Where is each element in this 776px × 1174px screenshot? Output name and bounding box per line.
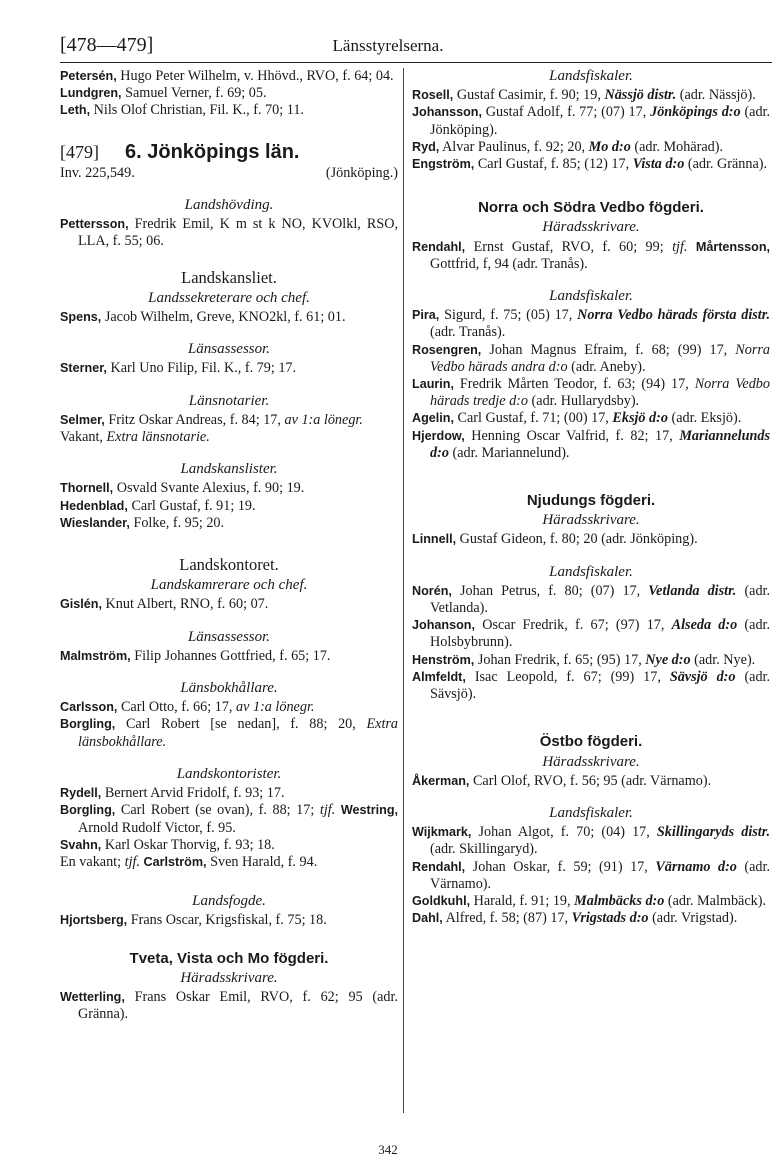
- section-heading: Landskontorister.: [176, 765, 282, 782]
- entry: Agelin, Carl Gustaf, f. 71; (00) 17, Eksjö d:o (adr. Eksjö).: [412, 410, 742, 427]
- section-heading: Landskamrerare och chef.: [150, 577, 308, 594]
- section-heading: Landshövding.: [184, 197, 274, 214]
- entry: Carlsson, Carl Otto, f. 66; 17, av 1:a lönegr.: [60, 699, 315, 716]
- entry: Rendahl, Ernst Gustaf, RVO, f. 60; 99; tjf. Mårtensson, Gottfrid, f, 94 (adr. Tranås).: [412, 238, 771, 272]
- entry: Wijkmark, Johan Algot, f. 70; (04) 17, Skillingaryds distr. (adr. Skillingaryd).: [412, 824, 771, 858]
- left-column: [60, 68, 398, 1023]
- entry: Rendahl, Johan Oskar, f. 59; (91) 17, Värnamo d:o (adr. Värnamo).: [412, 858, 770, 892]
- section-heading: Häradsskrivare.: [542, 753, 640, 770]
- section-heading: Landsfiskaler.: [549, 68, 633, 84]
- entry: En vakant; tjf. Carlström, Sven Harald, f. 94.: [60, 853, 318, 870]
- entry: Pira, Sigurd, f. 75; (05) 17, Norra Vedbo härads första distr. (adr. Tranås).: [412, 307, 771, 341]
- district-heading: Östbo fögderi.: [539, 733, 643, 751]
- entry: Norén, Johan Petrus, f. 80; (07) 17, Vetlanda distr. (adr. Vetlanda).: [412, 582, 771, 617]
- office-heading: Landskansliet.: [181, 267, 277, 287]
- office-heading: Landskontoret.: [179, 555, 279, 575]
- entry: Pettersson, Fredrik Emil, K m st k NO, KVOlkl, RSO, LLA, f. 55; 06.: [60, 216, 399, 250]
- section-heading: Länsbokhållare.: [180, 680, 278, 697]
- entry: Selmer, Fritz Oskar Andreas, f. 84; 17, av 1:a lönegr.: [60, 411, 363, 428]
- entry: Wieslander, Folke, f. 95; 20.: [60, 514, 225, 531]
- entry: Rosell, Gustaf Casimir, f. 90; 19, Nässjö distr. (adr. Nässjö).: [412, 87, 756, 104]
- section-heading: Landsfogde.: [192, 893, 266, 910]
- entry: Hjerdow, Henning Oscar Valfrid, f. 82; 17, Mariannelunds d:o (adr. Mariannelund).: [412, 427, 770, 461]
- entry: Goldkuhl, Harald, f. 91; 19, Malmbäcks d:o (adr. Malmbäck).: [412, 892, 766, 909]
- entry: Wetterling, Frans Oskar Emil, RVO, f. 62; 95 (adr. Gränna).: [60, 988, 398, 1023]
- entry: Åkerman, Carl Olof, RVO, f. 56; 95 (adr. Värnamo).: [412, 772, 712, 789]
- entry: Johanson, Oscar Fredrik, f. 67; (97) 17, Alseda d:o (adr. Holsbybrunn).: [412, 617, 771, 651]
- section-heading: Häradsskrivare.: [542, 219, 640, 236]
- entry: Hjortsberg, Frans Oscar, Krigsfiskal, f. 75; 18.: [60, 912, 327, 929]
- entry: Almfeldt, Isac Leopold, f. 67; (99) 17, Sävsjö d:o (adr. Sävsjö).: [412, 668, 771, 703]
- entry: Thornell, Osvald Svante Alexius, f. 90; 19.: [60, 480, 305, 497]
- section-heading: Häradsskrivare.: [542, 512, 640, 529]
- right-column: [412, 68, 770, 927]
- district-heading: Tveta, Vista och Mo fögderi.: [129, 949, 329, 967]
- entry: Hedenblad, Carl Gustaf, f. 91; 19.: [60, 497, 256, 514]
- district-heading: Njudungs fögderi.: [526, 492, 656, 510]
- page-range: [478—479]: [60, 34, 154, 56]
- county-page-ref: [479]: [60, 141, 99, 162]
- county-heading: [60, 140, 398, 163]
- entry: Malmström, Filip Johannes Gottfried, f. 65; 17.: [60, 647, 331, 664]
- page-header: [0, 0, 776, 60]
- entry: Rydell, Bernert Arvid Fridolf, f. 93; 17.: [60, 785, 285, 802]
- entry: Borgling, Carl Robert (se ovan), f. 88; 17; tjf. Westring, Arnold Rudolf Victor, f. 95.: [60, 802, 399, 836]
- entry: Borgling, Carl Robert [se nedan], f. 88; 20, Extra länsbokhållare.: [60, 716, 399, 750]
- header-rule: [60, 62, 772, 63]
- entry: Sterner, Karl Uno Filip, Fil. K., f. 79; 17.: [60, 360, 297, 377]
- entry: Leth, Nils Olof Christian, Fil. K., f. 70; 11.: [60, 102, 304, 119]
- section-heading: Länsassessor.: [187, 628, 271, 645]
- entry: Lundgren, Samuel Verner, f. 69; 05.: [60, 85, 267, 102]
- district-heading: Norra och Södra Vedbo fögderi.: [478, 199, 704, 217]
- entry: Vakant, Extra länsnotarie.: [60, 429, 210, 446]
- entry: Laurin, Fredrik Mårten Teodor, f. 63; (94) 17, Norra Vedbo härads tredje d:o (adr. Hullarydsby).: [412, 376, 770, 410]
- entry: Spens, Jacob Wilhelm, Greve, KNO2kl, f. 61; 01.: [60, 309, 346, 326]
- section-heading: Häradsskrivare.: [180, 969, 278, 986]
- column-divider: [403, 68, 404, 1113]
- entry: Rosengren, Johan Magnus Efraim, f. 68; (99) 17, Norra Vedbo härads andra d:o (adr. Aneby).: [412, 341, 770, 375]
- section-heading: Länsassessor.: [187, 341, 271, 358]
- section-heading: Landsfiskaler.: [549, 804, 633, 821]
- entry: Johansson, Gustaf Adolf, f. 77; (07) 17, Jönköpings d:o (adr. Jönköping).: [412, 104, 771, 138]
- page-number: 342: [378, 1142, 398, 1157]
- section-heading: Länsnotarier.: [188, 392, 270, 409]
- entry: Dahl, Alfred, f. 58; (87) 17, Vrigstads d:o (adr. Vrigstad).: [412, 910, 738, 927]
- section-heading: Landsfiskaler.: [549, 288, 633, 305]
- entry: Ryd, Alvar Paulinus, f. 92; 20, Mo d:o (adr. Mohärad).: [412, 138, 724, 155]
- entry: Henström, Johan Fredrik, f. 65; (95) 17, Nye d:o (adr. Nye).: [412, 651, 756, 668]
- entry: Petersén, Hugo Peter Wilhelm, v. Hhövd., RVO, f. 64; 04.: [60, 68, 394, 84]
- county-title: 6. Jönköpings län.: [125, 140, 300, 163]
- county-inhabitants: Inv. 225,549. (Jönköping.): [60, 164, 398, 181]
- entry: Svahn, Karl Oskar Thorvig, f. 93; 18.: [60, 836, 275, 853]
- entry: Gislén, Knut Albert, RNO, f. 60; 07.: [60, 596, 269, 613]
- section-heading: Landsfiskaler.: [549, 563, 633, 580]
- section-heading: Landskanslister.: [180, 461, 278, 478]
- running-title: Länsstyrelserna.: [332, 36, 444, 55]
- entry: Linnell, Gustaf Gideon, f. 80; 20 (adr. Jönköping).: [412, 531, 698, 548]
- section-heading: Landssekreterare och chef.: [148, 289, 310, 306]
- entry: Engström, Carl Gustaf, f. 85; (12) 17, Vista d:o (adr. Gränna).: [412, 156, 768, 173]
